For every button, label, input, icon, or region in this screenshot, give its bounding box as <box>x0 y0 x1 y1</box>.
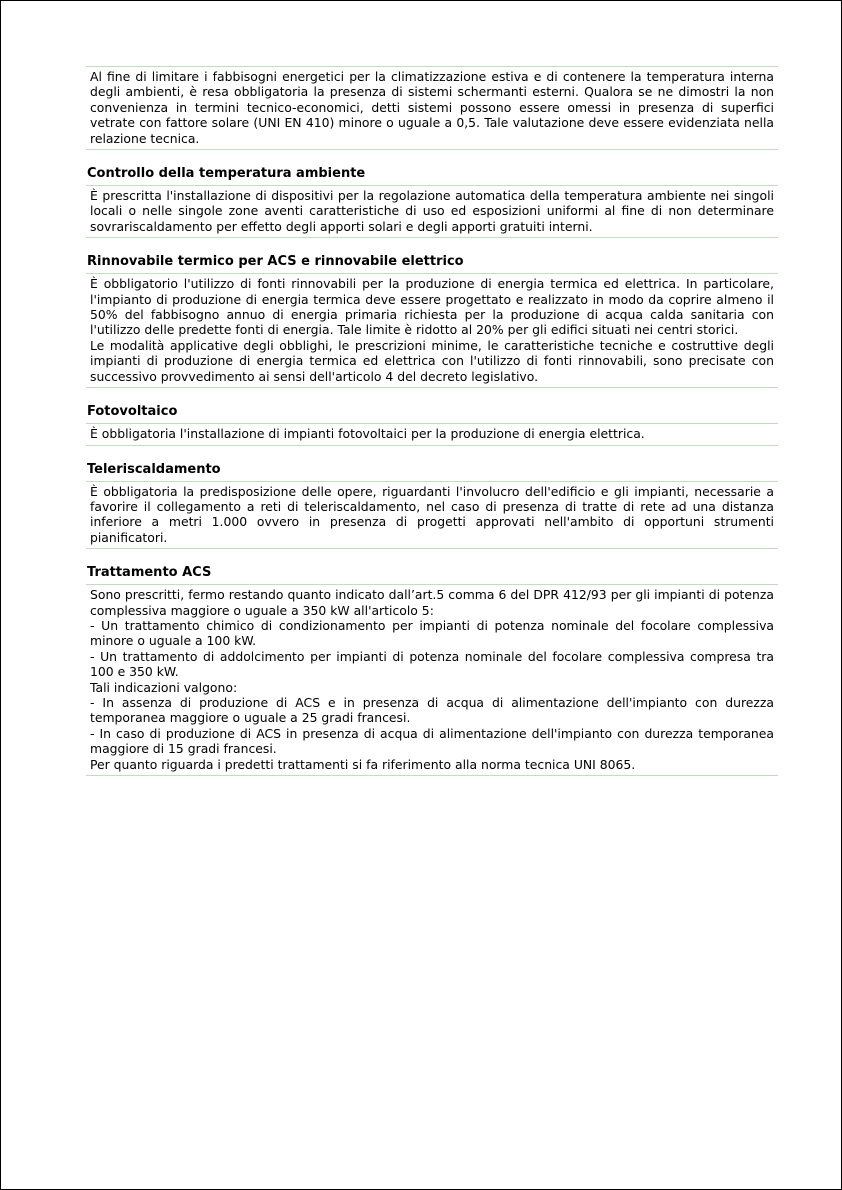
section-title-acs-treatment: Trattamento ACS <box>87 565 212 581</box>
section-body-photovoltaic <box>86 423 778 445</box>
paragraph: È obbligatoria la predisposizione delle opere, riguardanti l'involucro dell'edificio e gli impianti, necessarie a favorire il collegamento a reti di teleriscaldamento, nel caso di presenza di tratte di rete ad una distanza inferiore a metri 1.000 ovvero in presenza di progetti approvati nell'ambito di opportuni strumenti pianificatori. <box>90 483 774 545</box>
list-item: - In caso di produzione di ACS in presenza di acqua di alimentazione dell'impianto con durezza temporanea maggiore di 15 gradi francesi. <box>90 725 774 757</box>
section-title-photovoltaic: Fotovoltaico <box>87 404 178 420</box>
document-content <box>86 66 778 776</box>
paragraph: Le modalità applicative degli obblighi, le prescrizioni minime, le caratteristiche tecniche e costruttive degli impianti di produzione di energia termica ed elettrica con l'utilizzo di fonti rinnovabili, sono precisate con successivo provvedimento ai sensi dell'articolo 4 del decreto legislativo. <box>90 337 774 384</box>
section-title-temperature-control: Controllo della temperatura ambiente <box>87 166 366 182</box>
paragraph: Per quanto riguarda i predetti trattamenti si fa riferimento alla norma tecnica UNI 8065. <box>90 756 636 772</box>
section-body-temperature-control <box>86 185 778 238</box>
paragraph: Al fine di limitare i fabbisogni energetici per la climatizzazione estiva e di contenere la temperatura interna degli ambienti, è resa obbligatoria la presenza di sistemi schermanti esterni. Qualora se ne dimostri la non convenienza in termini tecnico-economici, detti sistemi possono essere omessi in presenza di superfici vetrate con fattore solare (UNI EN 410) minore o uguale a 0,5. Tale valutazione deve essere evidenziata nella relazione tecnica. <box>90 69 774 146</box>
section-body-acs-treatment <box>86 584 778 776</box>
section-title-district-heating: Teleriscaldamento <box>87 461 221 477</box>
section-body-renewable <box>86 273 778 388</box>
section-body-district-heating <box>86 481 778 550</box>
paragraph: È obbligatorio l'utilizzo di fonti rinnovabili per la produzione di energia termica ed elettrica. In particolare, l'impianto di produzione di energia termica deve essere progettato e realizzato in modo da coprire almeno il 50% del fabbisogno annuo di energia primaria richiesta per la produzione di acqua calda sanitaria con l'utilizzo delle predette fonti di energia. Tale limite è ridotto al 20% per gli edifici situati nei centri storici. <box>90 276 774 338</box>
list-item: - Un trattamento chimico di condizionamento per impianti di potenza nominale del focolare complessiva minore o uguale a 100 kW. <box>90 617 774 649</box>
paragraph: È prescritta l'installazione di dispositivi per la regolazione automatica della temperatura ambiente nei singoli locali o nelle singole zone aventi caratteristiche di uso ed esposizioni uniformi al fine di non determinare sovrariscaldamento per effetto degli apporti solari e degli apporti gratuiti interni. <box>90 188 774 234</box>
list-item: - Un trattamento di addolcimento per impianti di potenza nominale del focolare complessiva compresa tra 100 e 350 kW. <box>90 648 774 680</box>
section-title-renewable: Rinnovabile termico per ACS e rinnovabile elettrico <box>87 254 464 270</box>
paragraph: È obbligatoria l'installazione di impianti fotovoltaici per la produzione di energia elettrica. <box>90 426 645 442</box>
list-item: - In assenza di produzione di ACS e in presenza di acqua di alimentazione dell'impianto con durezza temporanea maggiore o uguale a 25 gradi francesi. <box>90 694 774 726</box>
section-body-shading <box>86 66 778 150</box>
paragraph: Tali indicazioni valgono: <box>90 679 238 695</box>
paragraph: Sono prescritti, fermo restando quanto indicato dall’art.5 comma 6 del DPR 412/93 per gli impianti di potenza complessiva maggiore o uguale a 350 kW all'articolo 5: <box>90 587 774 618</box>
